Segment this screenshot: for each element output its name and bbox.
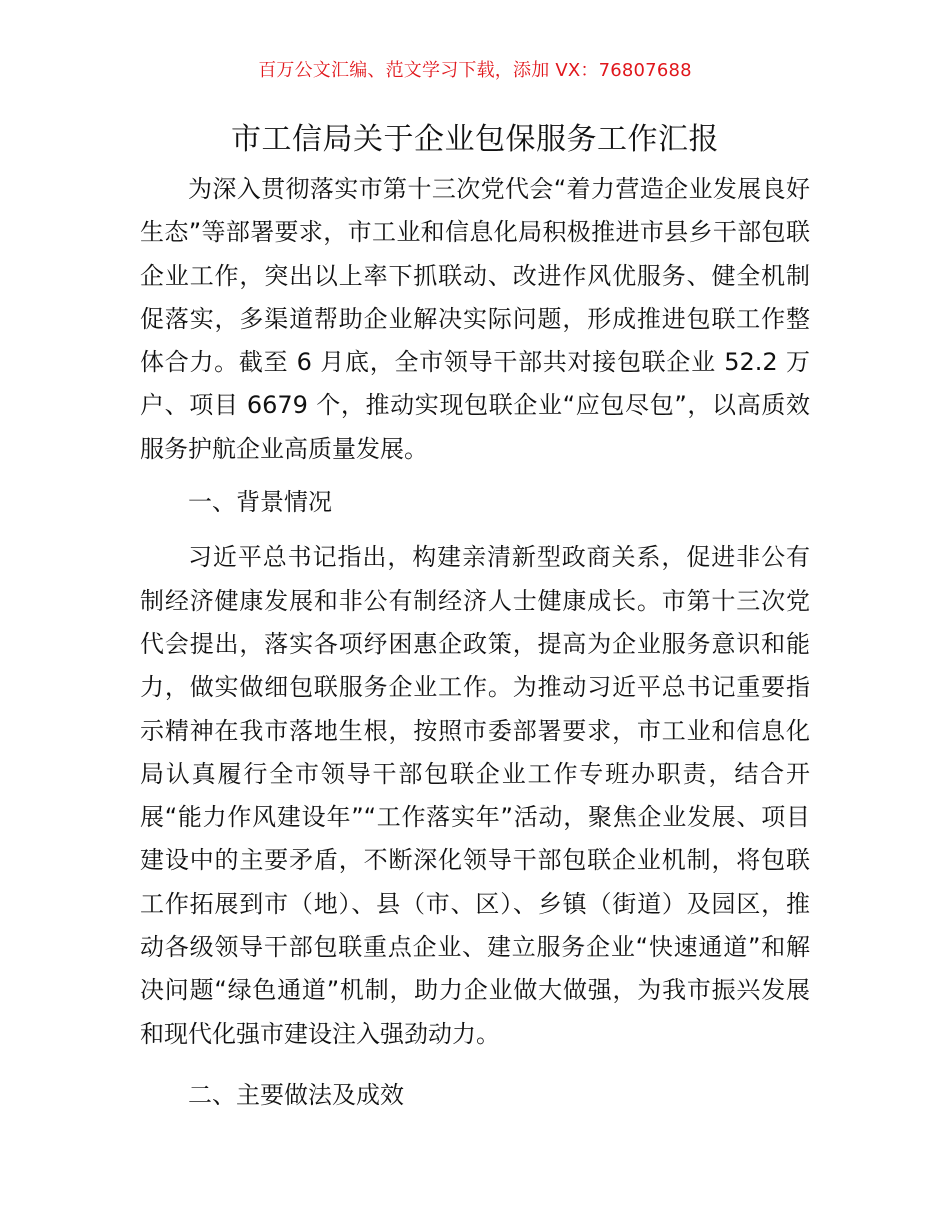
background-paragraph: 习近平总书记指出，构建亲清新型政商关系，促进非公有制经济健康发展和非公有制经济人士健康成长。市第十三次党代会提出，落实各项纾困惠企政策，提高为企业服务意识和能力，做实做细包联服务企业工作。为推动习近平总书记重要指示精神在我市落地生根，按照市委部署要求，市工业和信息化局认真履行全市领导干部包联企业工作专班办职责，结合开展“能力作风建设年”“工作落实年”活动，聚焦企业发展、项目建设中的主要矛盾，不断深化领导干部包联企业机制，将包联工作拓展到市（地）、县（市、区）、乡镇（街道）及园区，推动各级领导干部包联重点企业、建立服务企业“快速通道”和解决问题“绿色通道”机制，助力企业做大做强，为我市振兴发展和现代化强市建设注入强劲动力。 (140, 543, 810, 1048)
section-heading-background: 一、背景情况 (188, 488, 332, 517)
document-title: 市工信局关于企业包保服务工作汇报 (231, 122, 719, 157)
header-note: 百万公文汇编、范文学习下载，添加 VX：76807688 (258, 60, 692, 81)
intro-paragraph: 为深入贯彻落实市第十三次党代会“着力营造企业发展良好生态”等部署要求，市工业和信息化局积极推进市县乡干部包联企业工作，突出以上率下抓联动、改进作风优服务、健全机制促落实，多渠道帮助企业解决实际问题，形成推进包联工作整体合力。截至 6 月底，全市领导干部共对接包联企业 52.2 万户、项目 6679 个，推动实现包联企业“应包尽包”，以高质效服务护航企业高质量发展。 (140, 175, 810, 463)
section-heading-measures: 二、主要做法及成效 (188, 1080, 404, 1109)
document-body (140, 168, 810, 1117)
